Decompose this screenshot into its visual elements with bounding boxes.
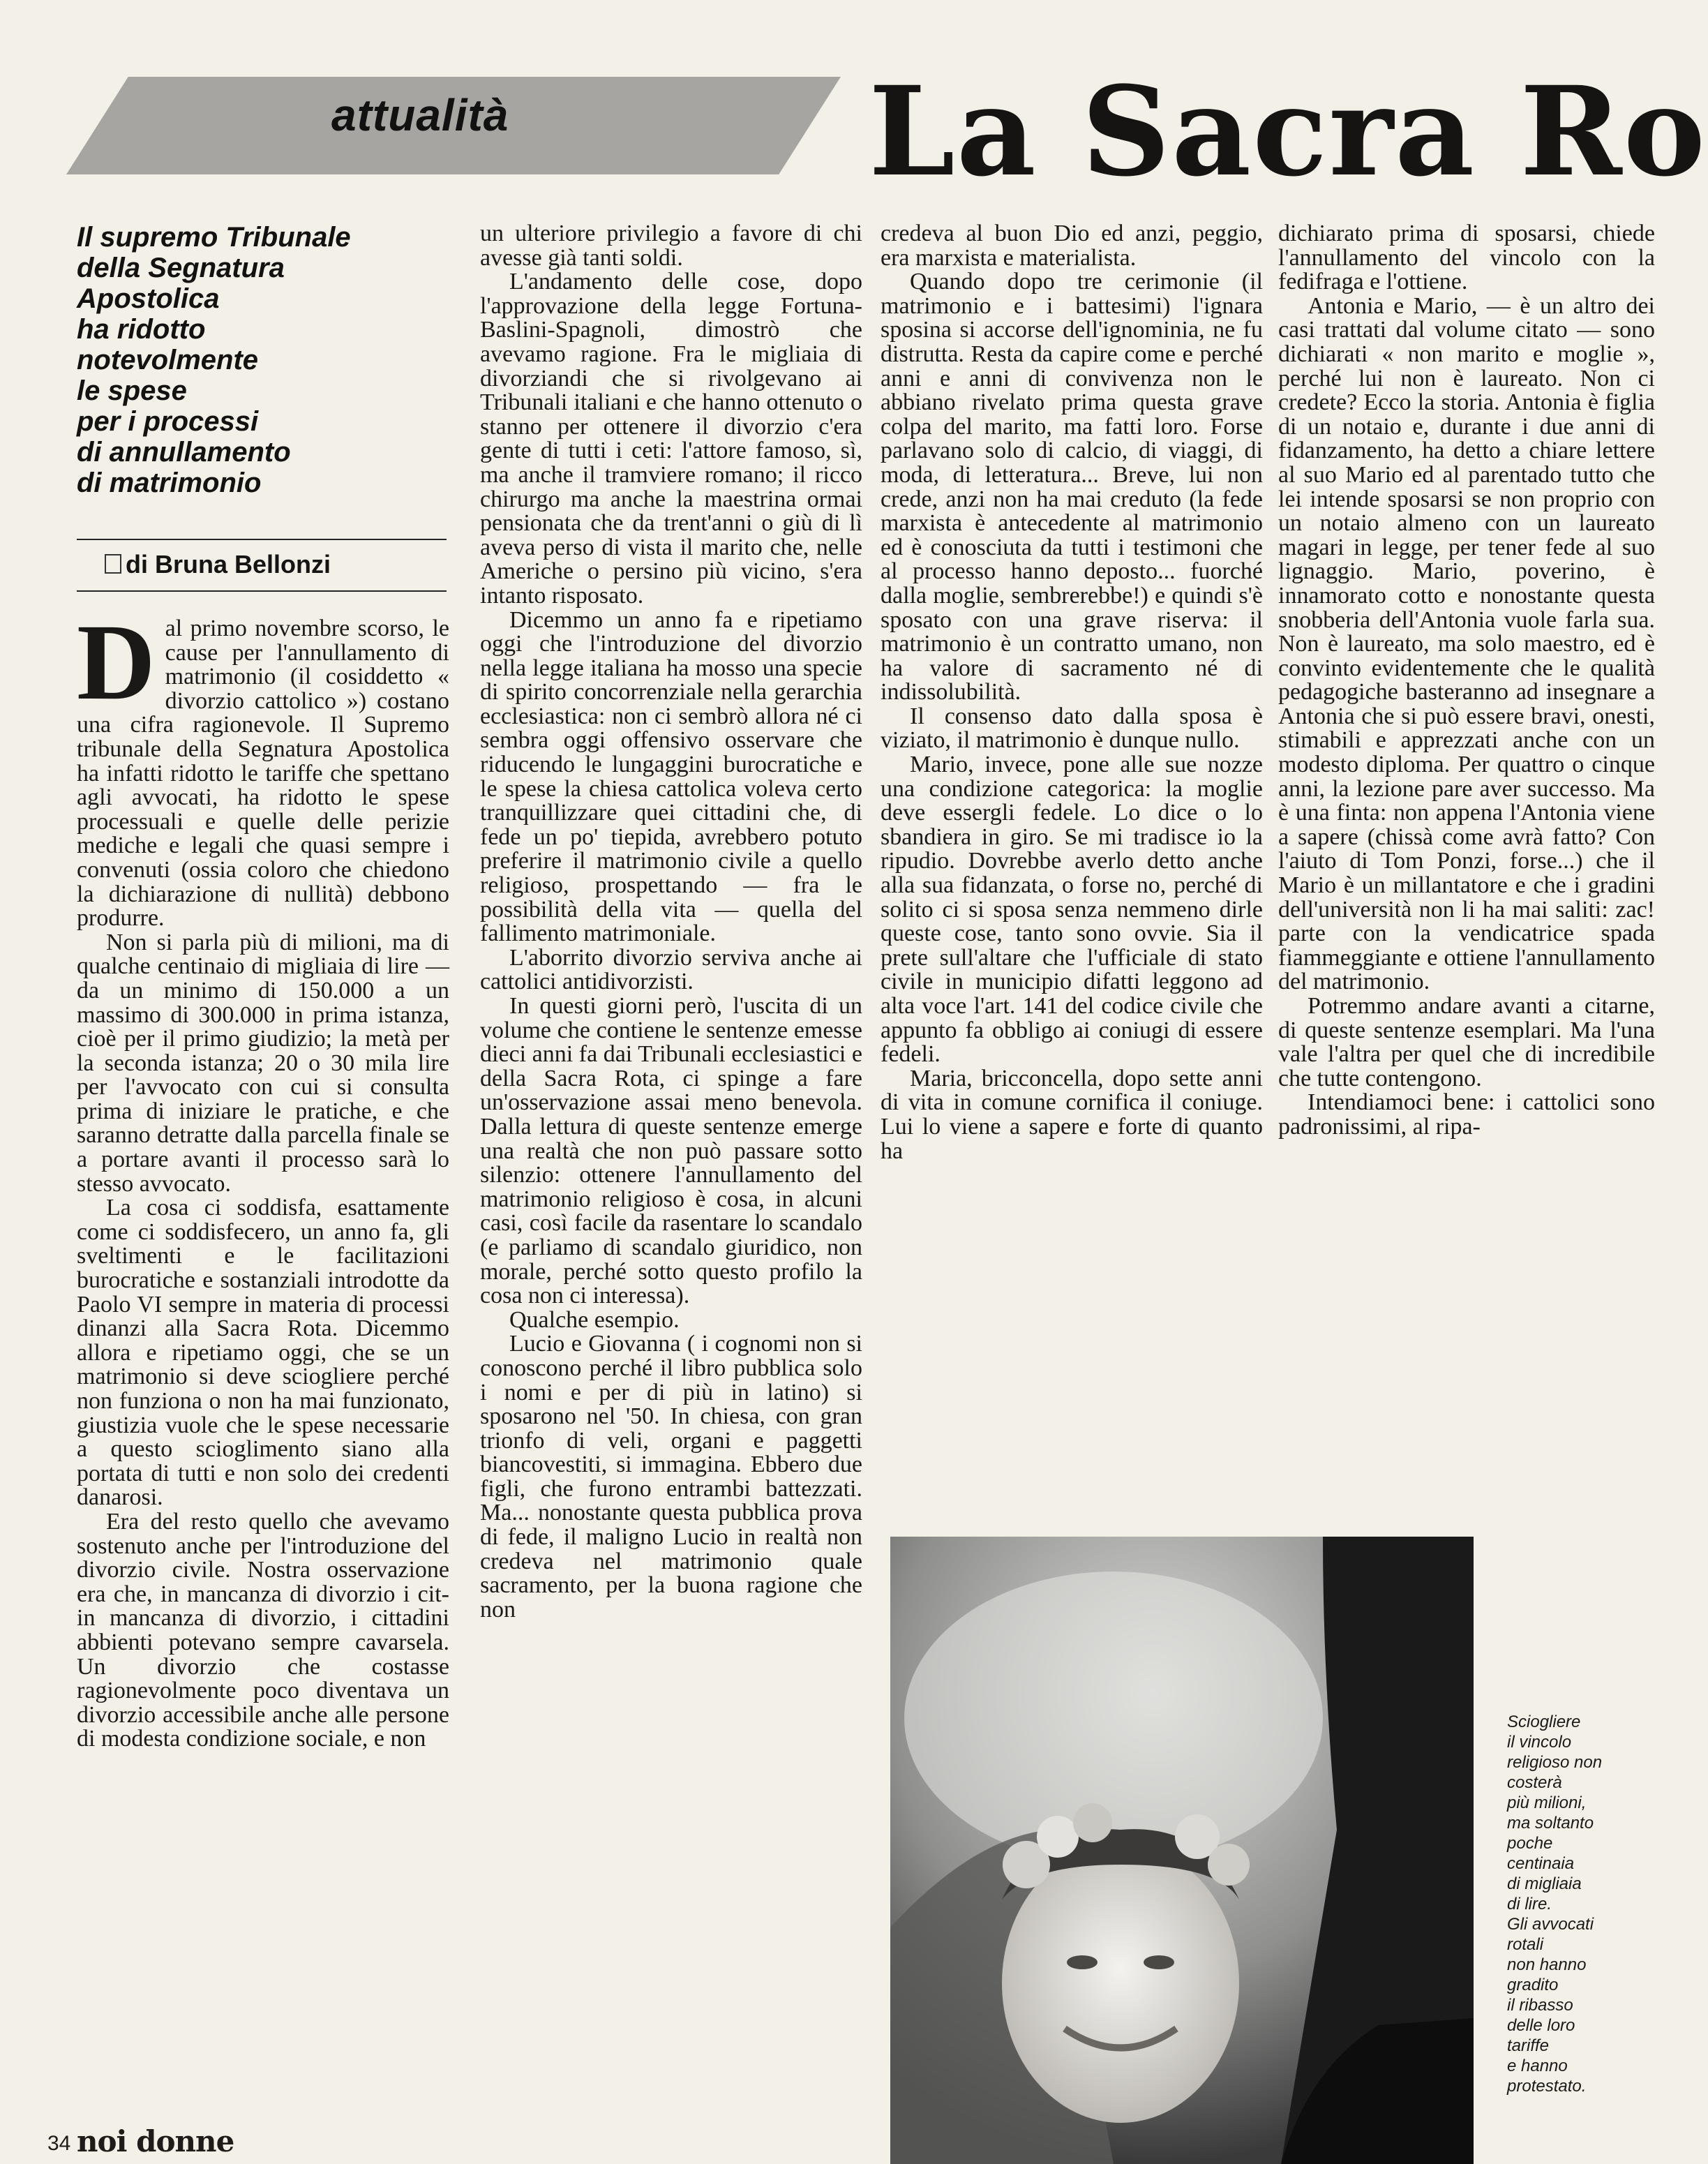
- article-paragraph: Maria, bricconcella, dopo sette anni di vita in comune cornifica il coniuge. Lui lo viene a sapere e forte di quanto ha: [881, 1065, 1263, 1164]
- deck-line: di matrimonio: [77, 468, 262, 498]
- article-paragraph: Quando dopo tre cerimonie (il matrimonio e i battesimi) l'ignara sposina si accorse dell'ignominia, ne fu distrutta. Resta da capire come e perché anni e anni di convivenza non le abbiano rivelato prima questa grave colpa del marito, ma fatti loro. Forse parlavano solo di calcio, di viaggi, di moda, di letteratura... Breve, lui non crede, anzi non ha mai creduto (la fede marxista è antecedente al matrimonio ed è conosciuta da tutti i testimoni che al processo hanno deposto... fuorché dalla moglie, sembrerebbe!) e quindi s'è sposato con una grave riserva: il matrimonio è un contratto umano, non ha valore di sacramento né di indissolubilità.: [881, 269, 1263, 706]
- byline-rule-bottom: [77, 590, 447, 592]
- caption-line: tariffe: [1507, 2036, 1550, 2055]
- caption-line: il vincolo: [1507, 1733, 1572, 1752]
- article-paragraph: L'andamento delle cose, dopo l'approvazione della legge Fortuna-Baslini-Spagnoli, dimostrò che avevamo ragione. Fra le migliaia di divorziandi che si rivolgevano ai Tribunali italiani e che hanno ottenuto o stanno per ottenere il divorzio c'era gente di tutti i ceti: l'attore famoso, sì, ma anche il tramviere romano; il ricco chirurgo ma anche la maestrina ormai pensionata che da trent'anni o giù di lì aveva perso di vista il marito che, nelle Americhe o persino più vicino, s'era intanto risposato.: [480, 269, 862, 609]
- caption-line: rotali: [1507, 1935, 1544, 1954]
- article-paragraph: La cosa ci soddisfa, esattamente come ci soddisfecero, un anno fa, gli sveltimenti e le facilitazioni burocratiche e sostanziali introdotte da Paolo VI sempre in materia di processi dinanzi alla Sacra Rota. Dicemmo allora e ripetiamo oggi, che se un matrimonio si deve sciogliere perché non funziona o non ha mai funzionato, giustizia vuole che le spese necessarie a questo scioglimento siano alla portata di tutti e non solo dei credenti danarosi.: [77, 1195, 449, 1511]
- caption-line: centinaia: [1507, 1854, 1575, 1873]
- caption-line: più milioni,: [1507, 1793, 1587, 1812]
- bride-image: [890, 1537, 1474, 2164]
- article-paragraph: Il consenso dato dalla sposa è viziato, il matrimonio è dunque nullo.: [881, 703, 1263, 754]
- article-paragraph: Qualche esempio.: [509, 1306, 680, 1333]
- article-paragraph: dichiarato prima di sposarsi, chiede l'annullamento del vincolo con la fedifraga e l'ottiene.: [1278, 221, 1655, 295]
- article-paragraph: Potremmo andare avanti a citarne, di queste sentenze esemplari. Ma l'una vale l'altra per quel che di incredibile che tutte contengono.: [1278, 993, 1655, 1091]
- magazine-name: noi donne: [77, 2124, 234, 2158]
- caption-line: di migliaia: [1507, 1874, 1582, 1893]
- caption-line: Sciogliere: [1507, 1712, 1581, 1731]
- article-paragraph: un ulteriore privilegio a favore di chi avesse già tanti soldi.: [480, 221, 862, 271]
- article-column-4: [1278, 222, 1655, 1140]
- byline: di Bruna Bellonzi: [126, 550, 331, 579]
- deck-line: Il supremo Tribunale: [77, 222, 351, 253]
- article-column-1: [77, 602, 449, 1752]
- article-paragraph: Era del resto quello che avevamo sostenuto anche per l'introduzione del divorzio civile. Nostra osservazione era che, in mancanza di divorzio i cit- in mancanza di divorzio, i cittadini abbienti potevano sempre cavarsela. Un divorzio che costasse ragionevolmente poco diventava un divorzio accessibile anche alle persone di modesta condizione sociale, e non: [77, 1508, 449, 1752]
- deck-line: della Segnatura: [77, 253, 285, 283]
- photo-caption: [1507, 1712, 1647, 2096]
- wedding-photo: [890, 1537, 1474, 2164]
- article-paragraph: Dal primo novembre scorso, le cause per l'annullamento di matrimonio (il cosiddetto « divorzio cattolico ») costano una cifra ragionevole. Il Supremo tribunale della Segnatura Apostolica ha infatti ridotto le tariffe che spettano agli avvocati, ha ridotto le spese processuali e quelle delle perizie mediche e legali che quasi sempre i convenuti (ossia coloro che chiedono la dichiarazione di nullità) debbono produrre.: [77, 602, 449, 932]
- deck-line: di annullamento: [77, 437, 291, 468]
- article-paragraph: credeva al buon Dio ed anzi, peggio, era marxista e materialista.: [881, 221, 1263, 271]
- drop-cap: D: [77, 602, 156, 722]
- caption-line: gradito: [1507, 1976, 1559, 1994]
- caption-line: Gli avvocati: [1507, 1915, 1594, 1934]
- caption-line: non hanno: [1507, 1955, 1587, 1974]
- article-paragraph: Antonia e Mario, — è un altro dei casi trattati dal volume citato — sono dichiarati « non marito e moglie », perché lui non è laureato. Non ci credete? Ecco la storia. Antonia è figlia di un notaio e, durante i due anni di fidanzamento, ha detto a chiare lettere al suo Mario ed al parentado tutto che lei intende sposarsi se non proprio con un notaio almeno con un laureato magari in legge, per tener fede al suo lignaggio. Mario, poverino, è innamorato cotto e nonostante questa snobberia dell'Antonia vuole farla sua. Non è laureato, ma solo maestro, ed è convinto evidentemente che le qualità pedagogiche basteranno ad insegnare a Antonia che si può essere bravi, onesti, stimabili e apprezzati anche con un modesto diploma. Per quattro o cinque anni, la lezione pare aver successo. Ma è una finta: non appena l'Antonia viene a sapere (chissà come avrà fatto? Con l'aiuto di Tom Ponzi, forse...) che il Mario è un millantatore e che i gradini dell'università non li ha mai saliti: zac! parte con la vendicatrice spada fiammeggiante e ottiene l'annullamento del matrimonio.: [1278, 292, 1655, 995]
- caption-line: ma soltanto: [1507, 1814, 1594, 1833]
- deck-subtitle: [77, 222, 467, 498]
- deck-line: ha ridotto: [77, 314, 206, 345]
- caption-line: di lire.: [1507, 1895, 1552, 1913]
- article-paragraph: Dicemmo un anno fa e ripetiamo oggi che l'introduzione del divorzio nella legge italiana ha mosso una specie di spirito concorrenziale nella gerarchia ecclesiastica: non ci sembrò allora né ci sembra oggi offensivo osservare che riducendo le lungaggini burocratiche e le spese la chiesa cattolica voleva certo tranquillizzare quei cittadini che, di fede un po' tiepida, avrebbero potuto preferire il matrimonio civile a quello religioso, prospettando — fra le possibilità della vita — quella del fallimento matrimoniale.: [480, 606, 862, 947]
- headline: La Sacra Ro: [869, 59, 1707, 204]
- article-paragraph: In questi giorni però, l'uscita di un volume che contiene le sentenze emesse dieci anni fa dai Tribunali ecclesiastici e della Sacra Rota, ci spinge a fare un'osservazione assai meno benevola. Dalla lettura di queste sentenze emerge una realtà che non può passare sotto silenzio: ottenere l'annullamento del matrimonio religioso è cosa, in alcuni casi, così facile da rasentare lo scandalo (e parliamo di scandalo giuridico, non morale, perché sotto questo profilo la cosa non ci interessa).: [480, 993, 862, 1309]
- article-paragraph: Non si parla più di milioni, ma di qualche centinaio di migliaia di lire — da un minimo di 150.000 a un massimo di 300.000 in prima istanza, cioè per il primo giudizio; la metà per la seconda istanza; 20 o 30 mila lire per l'avvocato con cui si consulta prima di iniziare le pratiche, e che saranno detratte dalla parcella finale se a portare avanti il processo sarà lo stesso avvocato.: [77, 929, 449, 1197]
- article-paragraph: Mario, invece, pone alle sue nozze una condizione categorica: la moglie deve essergli fedele. Lo dice o lo sbandiera in giro. Se mi tradisce io la ripudio. Dovrebbe averlo detto anche alla sua fidanzata, o forse no, perché di solito ci si sposa senza nemmeno dirle queste cose, tanto sono ovvie. Sia il prete sull'altare che l'ufficiale di stato civile in municipio difatti leggono ad alta voce l'art. 141 del codice civile che appunto fa obbligo ai coniugi di essere fedeli.: [881, 752, 1263, 1068]
- article-paragraph: Intendiamoci bene: i cattolici sono padronissimi, al ripa-: [1278, 1089, 1655, 1140]
- caption-line: protestato.: [1507, 2077, 1587, 2096]
- caption-line: poche: [1507, 1834, 1553, 1853]
- deck-line: le spese: [77, 375, 187, 406]
- deck-line: per i processi: [77, 406, 259, 437]
- deck-line: Apostolica: [77, 283, 220, 314]
- caption-line: costerà: [1507, 1773, 1562, 1792]
- page-number: 34: [47, 2132, 71, 2155]
- article-column-2: [480, 222, 862, 1622]
- article-paragraph: L'aborrito divorzio serviva anche ai cattolici antidivorzisti.: [480, 944, 862, 995]
- caption-line: religioso non: [1507, 1753, 1603, 1772]
- caption-line: delle loro: [1507, 2016, 1575, 2035]
- article-paragraph: Lucio e Giovanna ( i cognomi non si conoscono perché il libro pubblica solo i nomi e per di più in latino) si sposarono nel '50. In chiesa, con gran trionfo di veli, organi e paggetti biancovestiti, si immagina. Ebbero due figli, che furono entrambi battezzati. Ma... nonostante questa pubblica prova di fede, il maligno Lucio in realtà non credeva nel matrimonio quale sacramento, per la buona ragione che non: [480, 1331, 862, 1622]
- caption-line: e hanno: [1507, 2057, 1568, 2075]
- deck-line: notevolmente: [77, 345, 259, 375]
- byline-square: [105, 554, 121, 574]
- article-column-3: [881, 222, 1263, 1163]
- caption-line: il ribasso: [1507, 1996, 1573, 2015]
- byline-rule-top: [77, 539, 447, 540]
- section-label: attualità: [331, 90, 509, 140]
